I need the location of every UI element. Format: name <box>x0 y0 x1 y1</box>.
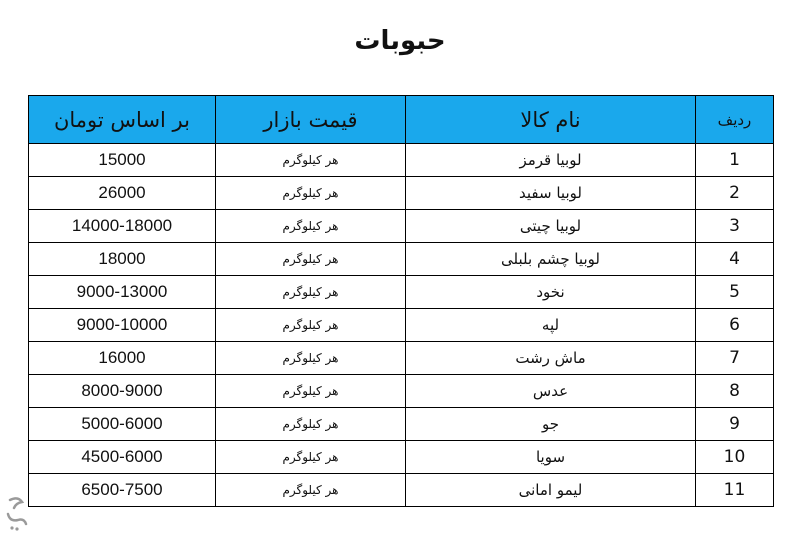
row-name: لیمو امانی <box>406 474 696 507</box>
table-row <box>29 375 774 408</box>
row-name: ماش رشت <box>406 342 696 375</box>
header-unit: قیمت بازار <box>216 96 406 144</box>
row-unit: هر کیلوگرم <box>216 342 406 375</box>
tasnim-watermark-logo <box>4 494 30 534</box>
table-row <box>29 177 774 210</box>
table-row <box>29 408 774 441</box>
table-row <box>29 309 774 342</box>
table-header-row <box>29 96 774 144</box>
row-price: 9000-10000 <box>29 309 216 342</box>
table-row <box>29 276 774 309</box>
row-unit: هر کیلوگرم <box>216 243 406 276</box>
row-unit: هر کیلوگرم <box>216 375 406 408</box>
row-name: لوبیا چشم بلبلی <box>406 243 696 276</box>
row-price: 8000-9000 <box>29 375 216 408</box>
row-unit: هر کیلوگرم <box>216 276 406 309</box>
row-index: 11 <box>696 474 774 507</box>
row-unit: هر کیلوگرم <box>216 177 406 210</box>
row-unit: هر کیلوگرم <box>216 210 406 243</box>
row-price: 5000-6000 <box>29 408 216 441</box>
row-index: 2 <box>696 177 774 210</box>
table-row <box>29 243 774 276</box>
row-price: 15000 <box>29 144 216 177</box>
row-price: 9000-13000 <box>29 276 216 309</box>
row-unit: هر کیلوگرم <box>216 408 406 441</box>
row-index: 6 <box>696 309 774 342</box>
row-unit: هر کیلوگرم <box>216 474 406 507</box>
row-price: 18000 <box>29 243 216 276</box>
row-price: 26000 <box>29 177 216 210</box>
row-name: لپه <box>406 309 696 342</box>
row-index: 8 <box>696 375 774 408</box>
row-price: 6500-7500 <box>29 474 216 507</box>
row-index: 5 <box>696 276 774 309</box>
header-price: بر اساس تومان <box>29 96 216 144</box>
row-name: عدس <box>406 375 696 408</box>
row-index: 3 <box>696 210 774 243</box>
row-name: نخود <box>406 276 696 309</box>
header-name: نام کالا <box>406 96 696 144</box>
row-index: 7 <box>696 342 774 375</box>
table-row <box>29 474 774 507</box>
row-name: لوبیا چیتی <box>406 210 696 243</box>
row-price: 4500-6000 <box>29 441 216 474</box>
price-table <box>28 95 774 507</box>
row-price: 16000 <box>29 342 216 375</box>
row-name: لوبیا قرمز <box>406 144 696 177</box>
row-unit: هر کیلوگرم <box>216 144 406 177</box>
row-unit: هر کیلوگرم <box>216 309 406 342</box>
row-index: 1 <box>696 144 774 177</box>
table-row <box>29 144 774 177</box>
header-index: ردیف <box>696 96 774 144</box>
table-row <box>29 342 774 375</box>
table-row <box>29 210 774 243</box>
row-index: 4 <box>696 243 774 276</box>
row-index: 10 <box>696 441 774 474</box>
table-row <box>29 441 774 474</box>
row-name: سویا <box>406 441 696 474</box>
row-name: لوبیا سفید <box>406 177 696 210</box>
row-index: 9 <box>696 408 774 441</box>
row-unit: هر کیلوگرم <box>216 441 406 474</box>
page-title: حبوبات <box>354 26 446 56</box>
row-price: 14000-18000 <box>29 210 216 243</box>
row-name: جو <box>406 408 696 441</box>
